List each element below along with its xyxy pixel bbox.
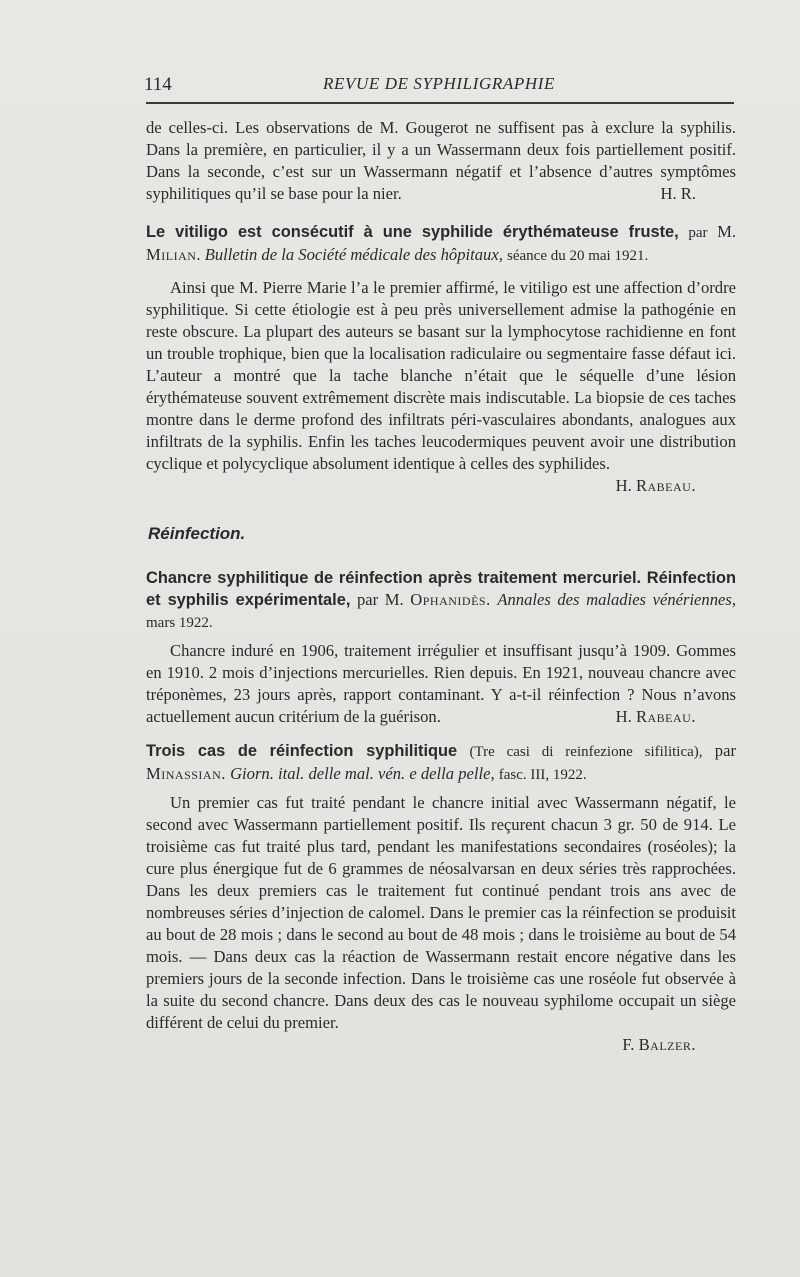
running-title: REVUE DE SYPHILIGRAPHIE (323, 74, 555, 93)
article-chancre-title: Chancre syphilitique de réinfection après traitement mercuriel. Réinfection et syphilis expérimentale, (146, 569, 736, 609)
article-chancre-journal: Annales des maladies vénériennes, (497, 590, 736, 609)
article-chancre (146, 567, 736, 728)
article-chancre-text: Chancre induré en 1906, traitement irrégulier et insuffisant jusqu’à 1909. Gommes en 1910. 2 mois d’injections mercurielles. Rien depuis. En 1921, nouveau chancre avec tréponèmes, 23 jours après, rapport contaminant. Y a-t-il réinfection ? Nous n’avons actuellement aucun critérium de la guérison. (146, 641, 736, 726)
article-trois-text: Un premier cas fut traité pendant le chancre initial avec Wassermann négatif, le second avec Wassermann partiellement positif. Ils reçurent chacun 3 gr. 50 de 914. Le troisième cas fut traité plus tard, pendant les manifestations secondaires (roséoles); la cure plus énergique fut de 6 grammes de néosalvarsan en deux séries très rapprochées. Dans les deux premiers cas le traitement fut continué pendant trois ans avec de nombreuses séries d’injection de calomel. Dans le premier cas la réinfection se produisit au bout de 28 mois ; dans le second au bout de 48 mois ; dans le troisième au bout de 54 mois. — Dans deux cas la réaction de Wassermann restait encore négative dans les premiers jours de la seconde infection. Dans le troisième cas une roséole fut observée à la suite du second chancre. Dans deux des cas le nouveau syphilome occupait un siège différent de celui du premier. (146, 793, 736, 1032)
article-chancre-signature (592, 706, 696, 728)
article-vitiligo-paragraph (146, 277, 736, 497)
page-number: 114 (144, 74, 172, 95)
article-vitiligo-journal: Bulletin de la Société médicale des hôpitaux, (204, 245, 503, 264)
header-rule (146, 102, 734, 104)
signature-initial: H. (615, 707, 632, 726)
article-trois-paragraph (146, 792, 736, 1034)
article-trois-signature (146, 1034, 736, 1056)
article-trois-citation (146, 740, 736, 786)
section-heading: Réinfection. (148, 524, 246, 543)
article-trois-journal: Giorn. ital. delle mal. vén. e della pelle, (230, 764, 495, 783)
article-trois-original-title: (Tre casi di reinfezione sifilitica), (469, 744, 703, 760)
article-vitiligo-author: Milian (146, 245, 197, 264)
continuation-text: de celles-ci. Les observations de M. Gougerot ne suffisent pas à exclure la syphilis. Dans la première, en particulier, il y a un Wassermann deux fois partiellement positif. Dans la seconde, c’est sur un Wassermann négatif et l’absence d’autres symptômes syphilitiques qu’il se base pour la nier. (146, 118, 736, 203)
article-chancre-by: par M. (356, 590, 404, 609)
article-vitiligo-session: séance du 20 mai 1921. (507, 248, 649, 264)
article-chancre-date: mars 1922. (146, 615, 213, 631)
signature-initial: H. (615, 476, 632, 495)
page-header (144, 74, 734, 102)
article-chancre-paragraph (146, 640, 736, 728)
continuation-signature: H. R. (660, 184, 696, 203)
continuation-paragraph (146, 117, 736, 205)
article-vitiligo-text: Ainsi que M. Pierre Marie l’a le premier affirmé, le vitiligo est une affection d’ordre syphilitique. Si cette étiologie est à peu près universellement admise la pathogénie en reste obscure. La plupart des auteurs se basant sur la lymphocytose rachidienne en font un trouble trophique, bien que la localisation radiculaire ou segmentaire fasse défaut ici. L’auteur a montré que la tache blanche n’était que le séquelle d’une lésion érythémateuse souvent extrêmement discrète mais indiscutable. La biopsie de ces taches montre dans le derme profond des infiltrats péri-vasculaires abondants, analogues aux infiltrats de la syphilis. Enfin les taches leucodermiques peuvent avoir une distribution cyclique et polycyclique absolument identique à celles des syphilides. (146, 278, 736, 473)
article-trois-ref: fasc. III, 1922. (498, 767, 587, 783)
article-chancre-citation (146, 567, 736, 634)
article-vitiligo-citation: Le vitiligo est consécutif à une syphilide érythémateuse fruste, par M. Milian. Bulletin de la Société médicale des hôpitaux, séance du 20 mai 1921. (146, 222, 736, 264)
article-vitiligo-author-prefix: M. (717, 222, 736, 241)
page-body (146, 117, 736, 1056)
article-vitiligo-by: par (688, 225, 708, 241)
article-vitiligo (146, 221, 736, 497)
article-trois-author: Minassian. (146, 764, 226, 783)
signature-name: Rabeau. (635, 707, 696, 726)
article-trois-by: par (714, 741, 736, 760)
article-chancre-author: Ophanidès. (410, 590, 491, 609)
signature-initial: F. (622, 1035, 635, 1054)
article-vitiligo-title: Le vitiligo est consécutif à une syphilide érythémateuse fruste, (146, 223, 679, 241)
article-vitiligo-signature (592, 475, 696, 497)
article-trois-title: Trois cas de réinfection syphilitique (146, 742, 458, 760)
article-trois-cas (146, 740, 736, 1056)
signature-name: Balzer. (638, 1035, 696, 1054)
signature-name: Rabeau. (635, 476, 696, 495)
